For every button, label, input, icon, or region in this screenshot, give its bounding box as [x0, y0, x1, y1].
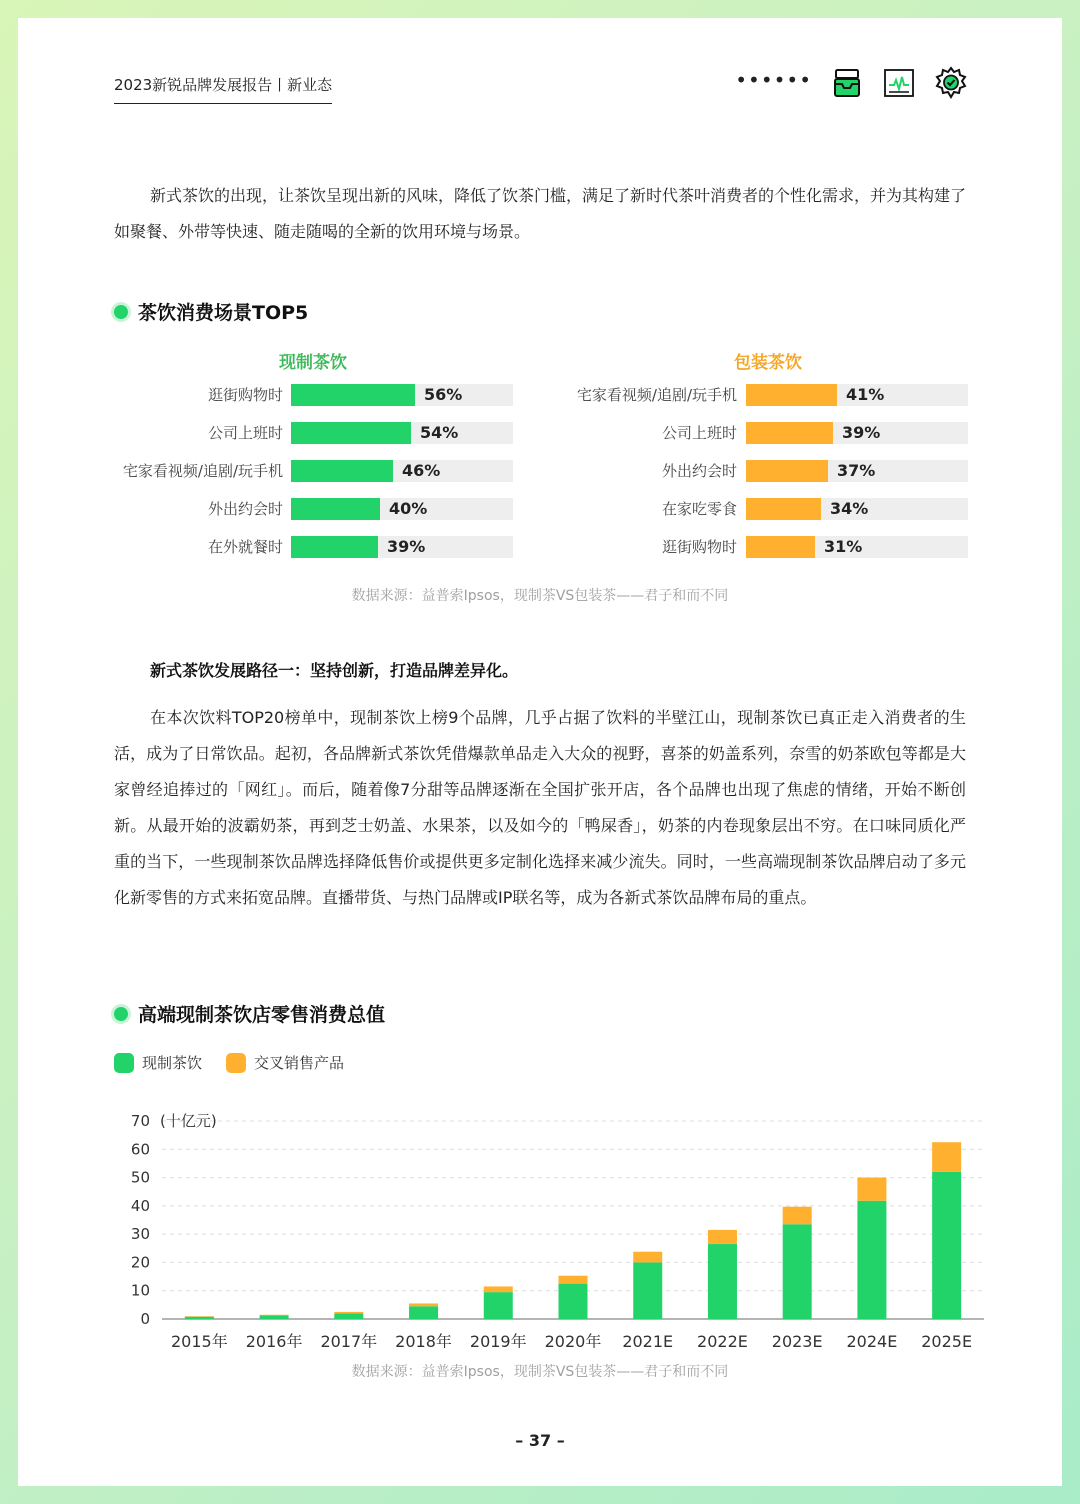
bar-track: [746, 536, 968, 558]
bar-segment-fresh-tea: [932, 1172, 961, 1319]
bar-category-text: 公司上班时: [207, 424, 283, 442]
bar-segment-cross-sales: [409, 1303, 438, 1306]
bar-segment-fresh-tea: [185, 1317, 214, 1319]
y-tick-label: 60: [130, 1140, 150, 1159]
x-tick-label: 2022E: [697, 1332, 748, 1348]
bar-segment-cross-sales: [633, 1252, 662, 1263]
bullet-dot-icon: [114, 305, 128, 319]
legend-swatch-green: [114, 1053, 134, 1073]
y-axis-unit-label: (十亿元): [160, 1112, 217, 1130]
bar-fill: [746, 384, 837, 406]
bar-track: [746, 422, 968, 444]
bar-category-label: [18, 536, 737, 558]
bar-segment-fresh-tea: [484, 1292, 513, 1319]
x-tick-label: 2023E: [771, 1332, 823, 1348]
bar-category-text: 宅家看视频/追剧/玩手机: [576, 386, 737, 404]
more-dots-icon[interactable]: ••••••: [735, 68, 812, 92]
y-tick-label: 20: [130, 1253, 150, 1272]
x-tick-label: 2025E: [921, 1332, 973, 1348]
path-subheading: 新式茶饮发展路径一：坚持创新，打造品牌差异化。: [150, 661, 519, 680]
x-tick-label: 2015年: [170, 1332, 228, 1348]
bar-segment-cross-sales: [857, 1178, 886, 1201]
y-tick-label: 0: [140, 1310, 150, 1328]
x-tick-label: 2016年: [245, 1332, 303, 1348]
bar-fill: [746, 498, 821, 520]
bar-segment-cross-sales: [484, 1286, 513, 1292]
bar-segment-cross-sales: [708, 1230, 737, 1244]
x-tick-label: 2021E: [622, 1332, 674, 1348]
report-page: [18, 18, 1062, 1486]
section-title-text: 高端现制茶饮店零售消费总值: [138, 1004, 386, 1026]
bar-segment-fresh-tea: [857, 1201, 886, 1319]
x-tick-label: 2024E: [846, 1332, 898, 1348]
bar-segment-cross-sales: [334, 1312, 363, 1313]
bar-category-text: 在外就餐时: [207, 538, 283, 556]
gear-check-icon[interactable]: [934, 66, 968, 100]
data-source-1: 数据来源：益普索Ipsos，现制茶VS包装茶——君子和而不同: [351, 588, 729, 604]
bar-track: [746, 498, 968, 520]
bar-segment-cross-sales: [559, 1276, 588, 1284]
inbox-tray-icon[interactable]: [830, 66, 864, 100]
bar-segment-fresh-tea: [633, 1262, 662, 1319]
bar-value-label: 37%: [837, 461, 876, 480]
y-tick-label: 40: [130, 1196, 150, 1215]
bar-value-label: 54%: [420, 423, 459, 442]
bar-fill: [746, 536, 815, 558]
retail-value-stacked-bar-chart: [98, 1088, 998, 1348]
bar-value-label: 39%: [842, 423, 881, 442]
bar-track: [746, 460, 968, 482]
bar-value-label: 41%: [846, 385, 885, 404]
page-number: – 37 –: [515, 1431, 565, 1450]
bar-segment-fresh-tea: [260, 1315, 289, 1319]
bar-category-text: 逛街购物时: [661, 538, 737, 556]
x-tick-label: 2018年: [395, 1332, 452, 1348]
y-tick-label: 30: [130, 1225, 150, 1244]
legend-item-cross-sales: [226, 1052, 344, 1073]
section-title-text: 茶饮消费场景TOP5: [138, 302, 309, 324]
bar-category-label: [18, 460, 737, 482]
bar-value-label: 34%: [830, 499, 869, 518]
x-tick-label: 2017年: [320, 1332, 378, 1348]
legend-item-fresh-tea: [114, 1052, 202, 1073]
bar-segment-cross-sales: [260, 1315, 289, 1316]
bullet-dot-icon: [114, 1007, 128, 1021]
panel-title-fresh-tea: 现制茶饮: [279, 353, 347, 373]
data-source-2: 数据来源：益普索Ipsos，现制茶VS包装茶——君子和而不同: [351, 1364, 729, 1380]
bar-segment-fresh-tea: [559, 1284, 588, 1319]
bar-category-text: 公司上班时: [661, 424, 737, 442]
bar-category-text: 在家吃零食: [661, 500, 737, 518]
bar-value-label: 39%: [387, 537, 426, 556]
legend-swatch-orange: [226, 1053, 246, 1073]
bar-fill: [746, 422, 833, 444]
bar-segment-fresh-tea: [783, 1224, 812, 1319]
bar-track: [746, 384, 968, 406]
bar-value-label: 46%: [402, 461, 441, 480]
bar-value-label: 56%: [424, 385, 463, 404]
bar-segment-cross-sales: [932, 1142, 961, 1172]
bar-segment-cross-sales: [185, 1316, 214, 1317]
bar-category-text: 逛街购物时: [207, 386, 283, 404]
y-tick-label: 10: [130, 1281, 150, 1300]
bar-category-text: 宅家看视频/追剧/玩手机: [122, 462, 283, 480]
section-title-scenes: [114, 298, 308, 325]
header-icon-group: [735, 66, 968, 100]
bar-segment-fresh-tea: [409, 1306, 438, 1319]
section-title-retail-value: [114, 1000, 385, 1027]
report-header-title: 2023新锐品牌发展报告丨新业态: [114, 74, 332, 104]
innovation-paragraph: 在本次饮料TOP20榜单中，现制茶饮上榜9个品牌，几乎占据了饮料的半壁江山，现制茶饮已真正走入消费者的生活，成为了日常饮品。起初，各品牌新式茶饮凭借爆款单品走入大众的视野，喜茶的奶盖系列，奈雪的奶茶欧包等都是大家曾经追捧过的「网红」。而后，随着像7分甜等品牌逐渐在全国扩张开店，各个品牌也出现了焦虑的情绪，开始不断创新。从最开始的波霸奶茶，再到芝士奶盖、水果茶，以及如今的「鸭屎香」，奶茶的内卷现象层出不穷。在口味同质化严重的当下，一些现制茶饮品牌选择降低售价或提供更多定制化选择来减少流失。同时，一些高端现制茶饮品牌启动了多元化新零售的方式来拓宽品牌。直播带货、与热门品牌或IP联名等，成为各新式茶饮品牌布局的重点。: [114, 708, 966, 907]
bar-category-label: [18, 498, 737, 520]
chart-legend: [114, 1052, 344, 1073]
line-chart-icon[interactable]: [882, 66, 916, 100]
panel-title-packaged-tea: 包装茶饮: [734, 353, 802, 373]
legend-label: 现制茶饮: [142, 1054, 203, 1072]
bar-value-label: 31%: [824, 537, 863, 556]
bar-segment-cross-sales: [783, 1207, 812, 1225]
legend-label: 交叉销售产品: [254, 1054, 345, 1072]
bar-category-text: 外出约会时: [207, 500, 283, 518]
bar-fill: [746, 460, 828, 482]
x-tick-label: 2020年: [544, 1332, 602, 1348]
intro-paragraph: 新式茶饮的出现，让茶饮呈现出新的风味，降低了饮茶门槛，满足了新时代茶叶消费者的个性化需求，并为其构建了如聚餐、外带等快速、随走随喝的全新的饮用环境与场景。: [114, 186, 967, 241]
bar-category-label: [18, 422, 737, 444]
bar-category-label: [18, 384, 737, 406]
bar-value-label: 40%: [389, 499, 428, 518]
y-tick-label: 70: [130, 1112, 150, 1130]
y-tick-label: 50: [130, 1168, 150, 1187]
bar-category-text: 外出约会时: [661, 462, 737, 480]
bar-segment-fresh-tea: [334, 1313, 363, 1319]
x-tick-label: 2019年: [469, 1332, 527, 1348]
bar-segment-fresh-tea: [708, 1244, 737, 1319]
